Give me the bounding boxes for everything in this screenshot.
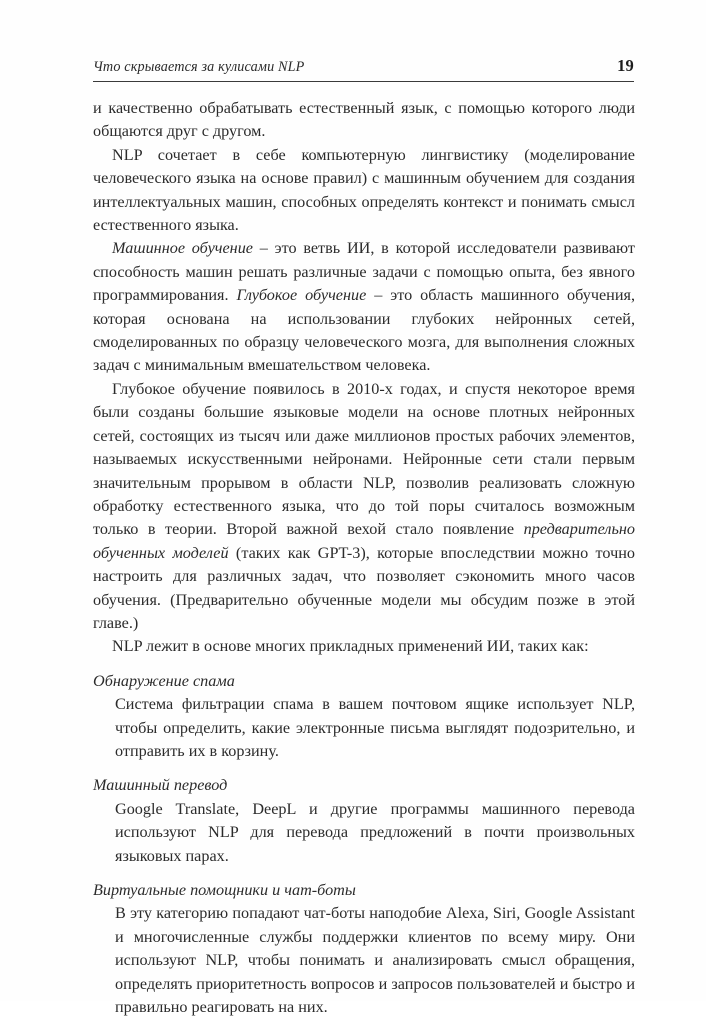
list-item	[93, 774, 635, 868]
body-text-block	[93, 97, 635, 1019]
paragraph	[93, 237, 635, 377]
list-item-term: Обнаружение спама	[93, 671, 235, 690]
list-item-definition: В эту категорию попадают чат-боты наподобие Alexa, Siri, Google Assistant и многочисленные службы поддержки клиентов по всему миру. Они используют NLP, чтобы понимать и анализировать смысл обращения, определять приоритетность вопросов и запросов пользователей и быстро и правильно реагировать на них.	[115, 904, 635, 1017]
paragraph	[93, 378, 635, 635]
list-item-term: Виртуальные помощники и чат-боты	[93, 881, 356, 899]
application-definition-list	[93, 670, 635, 1019]
emphasis-run: предварительно обученных моделей	[93, 520, 635, 562]
running-head-title: Что скрывается за кулисами NLP	[93, 59, 305, 75]
list-item-definition: Система фильтрации спама в вашем почтовом ящике использует NLP, чтобы определить, какие электронные письма выглядят подозрительно, и отправить их в корзину.	[115, 695, 635, 760]
text-run: и качественно обрабатывать естественный язык, с помощью которого люди общаются друг с другом.	[93, 99, 635, 141]
text-run: – это ветвь ИИ, в которой исследователи развивают способность машин решать различные задачи с помощью опыта, без явного программирования.	[93, 239, 636, 305]
emphasis-run: Глубокое обучение	[236, 286, 367, 305]
header-rule	[93, 81, 634, 82]
list-item	[93, 879, 635, 1019]
list-item-spacer	[93, 868, 635, 879]
text-run: NLP сочетает в себе компьютерную лингвистику (моделирование человеческого языка на основе правил) с машинным обучением для создания интеллектуальных машин, способных определять контекст и понимать смысл естественного языка.	[93, 145, 635, 235]
list-item-definition: Google Translate, DeepL и другие программы машинного перевода используют NLP для перевода предложений в почти произвольных языковых парах.	[115, 799, 635, 865]
paragraph	[93, 97, 635, 144]
running-head	[93, 56, 634, 76]
list-top-spacer	[93, 659, 635, 670]
emphasis-run: Машинное обучение	[112, 239, 253, 258]
text-run: (таких как GPT-3), которые впоследствии можно точно настроить для различных задач, что позволяет сэкономить много часов обучения. (Предварительно обученные модели мы обсудим позже в этой главе.)	[93, 543, 635, 632]
list-item-spacer	[93, 763, 635, 774]
page-number: 19	[617, 56, 634, 75]
paragraph-group	[93, 97, 635, 659]
list-item	[93, 670, 635, 764]
paragraph	[93, 635, 635, 658]
text-run: – это область машинного обучения, которая основана на использовании глубоких нейронных сетей, смоделированных по образцу человеческого мозга, для выполнения сложных задач с минимальным вмешательством человека.	[93, 286, 636, 375]
list-item-term: Машинный перевод	[93, 776, 228, 795]
text-run: NLP лежит в основе многих прикладных применений ИИ, таких как:	[112, 637, 589, 656]
paragraph	[93, 144, 635, 238]
text-run: Глубокое обучение появилось в 2010-х годах, и спустя некоторое время были созданы большие языковые модели на основе плотных нейронных сетей, состоящих из тысяч или даже миллионов простых рабочих элементов, называемых искусственными нейронами. Нейронные сети стали первым значительным прорывом в области NLP, позволив реализовать сложную обработку естественного языка, что до той поры считалось возможным только в теории. Второй важной вехой стало появление	[93, 379, 635, 539]
